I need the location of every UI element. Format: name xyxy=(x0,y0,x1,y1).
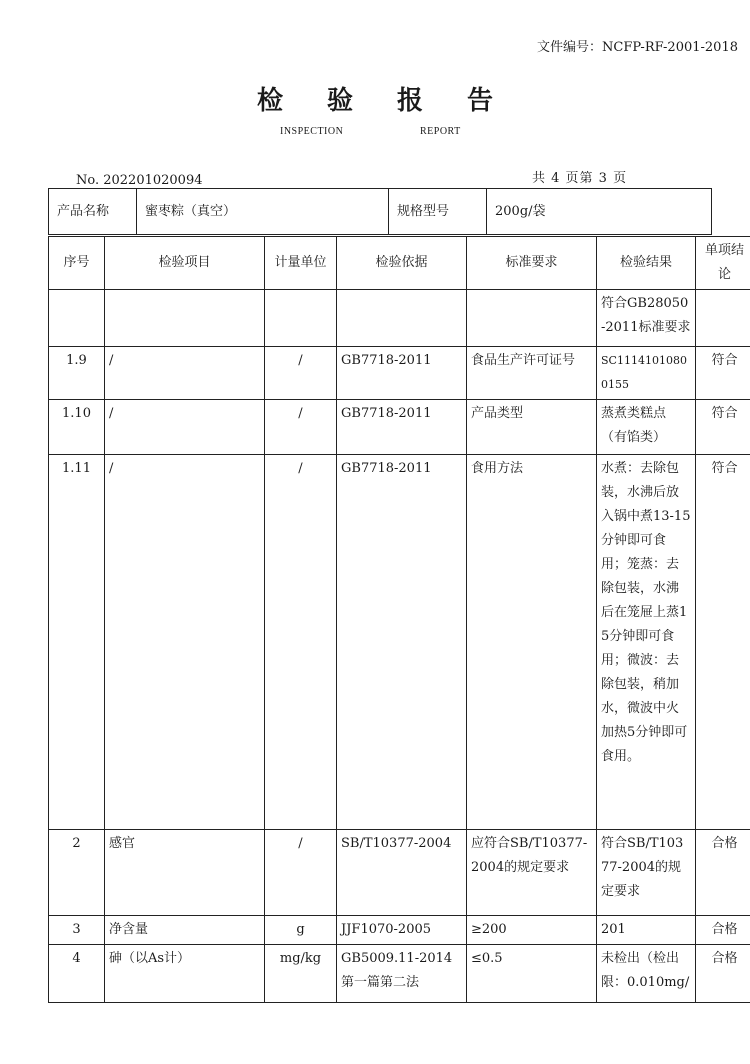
cell-no: 1.9 xyxy=(49,347,105,400)
cell-unit: / xyxy=(265,400,337,455)
cell-item: 砷（以As计） xyxy=(105,945,265,1003)
col-header-unit: 计量单位 xyxy=(265,237,337,290)
cell-requirement: ≤0.5 xyxy=(467,945,597,1003)
product-info-row xyxy=(49,189,712,235)
cell-unit: / xyxy=(265,347,337,400)
cell-requirement: 产品类型 xyxy=(467,400,597,455)
cell-no: 1.10 xyxy=(49,400,105,455)
report-subtitle-report: REPORT xyxy=(420,126,461,137)
cell-basis xyxy=(337,290,467,347)
cell-basis: SB/T10377-2004 xyxy=(337,830,467,916)
cell-item: / xyxy=(105,455,265,830)
cell-item: 感官 xyxy=(105,830,265,916)
cell-requirement: ≥200 xyxy=(467,916,597,945)
cell-item: 净含量 xyxy=(105,916,265,945)
cell-result: 未检出（检出限：0.010mg/ xyxy=(597,945,696,1003)
cell-basis: JJF1070-2005 xyxy=(337,916,467,945)
col-header-item: 检验项目 xyxy=(105,237,265,290)
cell-verdict: 合格 xyxy=(696,945,750,1003)
cell-no: 1.11 xyxy=(49,455,105,830)
cell-basis: GB7718-2011 xyxy=(337,400,467,455)
cell-item: / xyxy=(105,347,265,400)
cell-unit: / xyxy=(265,830,337,916)
spec-label: 规格型号 xyxy=(389,189,487,235)
cell-result: 201 xyxy=(597,916,696,945)
cell-verdict: 合格 xyxy=(696,916,750,945)
table-row xyxy=(49,400,750,455)
page-info: 共 4 页第 3 页 xyxy=(532,171,628,186)
table-row xyxy=(49,347,750,400)
cell-result: 水煮：去除包装，水沸后放入锅中煮13-15分钟即可食用；笼蒸：去除包装，水沸后在笼屉上蒸15分钟即可食用；微波：去除包装，稍加水，微波中火加热5分钟即可食用。 xyxy=(597,455,696,830)
cell-result: 蒸煮类糕点（有馅类） xyxy=(597,400,696,455)
cell-requirement: 应符合SB/T10377-2004的规定要求 xyxy=(467,830,597,916)
table-row xyxy=(49,945,750,1003)
report-title: 检验报告 xyxy=(256,86,537,116)
table-row xyxy=(49,916,750,945)
cell-unit: g xyxy=(265,916,337,945)
col-header-no: 序号 xyxy=(49,237,105,290)
report-number: No. 202201020094 xyxy=(76,173,203,188)
cell-item xyxy=(105,290,265,347)
cell-requirement: 食品生产许可证号 xyxy=(467,347,597,400)
cell-no: 4 xyxy=(49,945,105,1003)
cell-result: 符合GB28050-2011标准要求 xyxy=(597,290,696,347)
cell-unit: / xyxy=(265,455,337,830)
cell-requirement: 食用方法 xyxy=(467,455,597,830)
document-number: 文件编号：NCFP-RF-2001-2018 xyxy=(537,40,738,55)
product-name-value: 蜜枣粽（真空） xyxy=(137,189,389,235)
cell-no: 2 xyxy=(49,830,105,916)
cell-unit xyxy=(265,290,337,347)
cell-item: / xyxy=(105,400,265,455)
inspection-table xyxy=(48,236,750,1003)
table-header-row xyxy=(49,237,750,290)
cell-result: 符合SB/T10377-2004的规定要求 xyxy=(597,830,696,916)
product-name-label: 产品名称 xyxy=(49,189,137,235)
col-header-verdict: 单项结论 xyxy=(696,237,750,290)
cell-verdict: 符合 xyxy=(696,400,750,455)
col-header-requirement: 标准要求 xyxy=(467,237,597,290)
cell-basis: GB7718-2011 xyxy=(337,455,467,830)
cell-verdict: 合格 xyxy=(696,830,750,916)
table-row xyxy=(49,290,750,347)
cell-unit: mg/kg xyxy=(265,945,337,1003)
cell-verdict: 符合 xyxy=(696,347,750,400)
cell-verdict: 符合 xyxy=(696,455,750,830)
spec-value: 200g/袋 xyxy=(487,189,712,235)
cell-no xyxy=(49,290,105,347)
cell-basis: GB7718-2011 xyxy=(337,347,467,400)
table-row xyxy=(49,830,750,916)
col-header-basis: 检验依据 xyxy=(337,237,467,290)
cell-no: 3 xyxy=(49,916,105,945)
col-header-result: 检验结果 xyxy=(597,237,696,290)
cell-requirement xyxy=(467,290,597,347)
report-subtitle-inspection: INSPECTION xyxy=(280,126,344,137)
product-info-table xyxy=(48,188,712,235)
cell-basis: GB5009.11-2014第一篇第二法 xyxy=(337,945,467,1003)
cell-verdict xyxy=(696,290,750,347)
cell-result: SC11141010800155 xyxy=(597,347,696,400)
table-row xyxy=(49,455,750,830)
